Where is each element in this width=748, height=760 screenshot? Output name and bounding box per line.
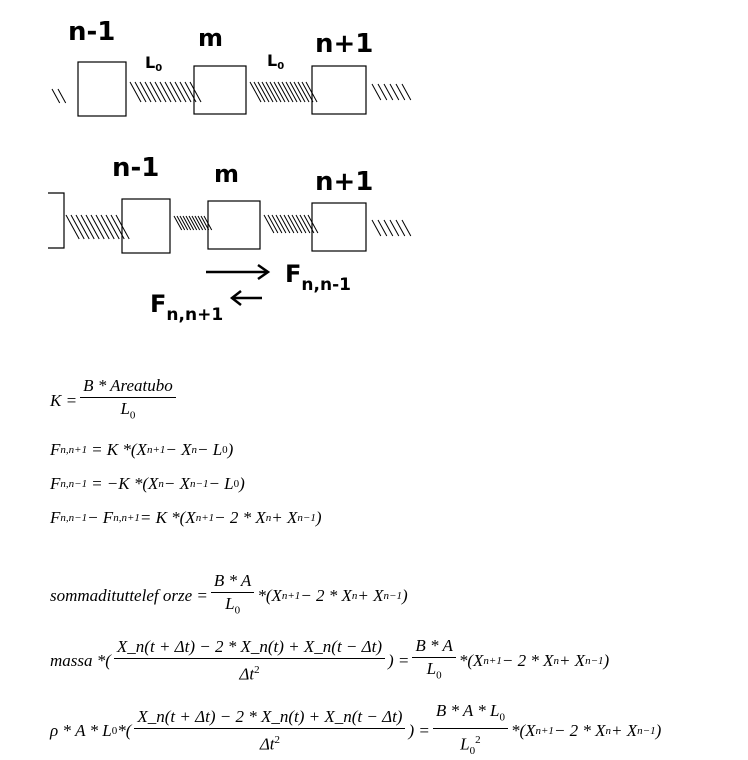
arrow-right xyxy=(206,265,268,279)
arrow-left xyxy=(232,291,262,305)
spring-hatch xyxy=(190,82,201,102)
spring-hatch xyxy=(130,82,141,102)
mass-box-left xyxy=(122,199,170,253)
equation-force-difference: F n,n−1 − F n,n+1 = K *(X n+1 − 2 * X n + X n−1 ) xyxy=(50,508,322,527)
mass-box-right xyxy=(312,203,366,251)
equation-density-form: ρ * A * L 0 *( $\frac{X\_n(t + \Delta t) - 2 * X\_n(t) + X\_n(t - \Delta t)}{\Delta t^2}$ ) = $\frac{B * A * L_0}{L_0^2}$ *(X n+1 − 2 * X n + X n−1 ) xyxy=(50,702,661,760)
spring-hatch xyxy=(140,82,151,102)
equation-force-n-n-plus-1: F n,n+1 = K *(X n+1 − X n − L 0 ) xyxy=(50,440,234,459)
mass-spring-diagram xyxy=(0,0,748,360)
equation-mass-acceleration: massa *( $\frac{X\_n(t + \Delta t) - 2 * X\_n(t) + X\_n(t - \Delta t)}{\Delta t^2}$ ) = $\frac{B * A}{L_0}$ *(X n+1 − 2 * X n + X n−1 ) xyxy=(50,636,610,684)
spring-hatch xyxy=(160,82,171,102)
force-n-n-plus-1: $F_{n,n+1}$ xyxy=(150,290,224,325)
spring-hatch xyxy=(150,82,161,102)
spring-length-right: L0 xyxy=(267,51,285,72)
fraction: $\frac{B * A}{L_0}$ xyxy=(211,572,254,619)
force-n-n-minus-1: $F_{n,n-1}$ xyxy=(285,260,351,295)
spring-hatch xyxy=(165,82,176,102)
spring-hatch xyxy=(135,82,146,102)
label-n-minus-1: n-1 xyxy=(68,17,116,47)
springs-bottom xyxy=(66,215,411,239)
equation-force-n-n-minus-1: F n,n−1 = −K *(X n − X n−1 − L 0 ) xyxy=(50,474,245,493)
spring-hatch xyxy=(58,89,66,103)
fraction: $\frac{\text{B * Areatubo}}{L_0}$ xyxy=(80,377,176,424)
springs-top xyxy=(52,82,411,103)
fraction: $\frac{B * A * L_0}{L_0^2}$ xyxy=(433,702,508,760)
label-n-plus-1: n+1 xyxy=(315,167,374,197)
fraction: $\frac{X\_n(t + \Delta t) - 2 * X\_n(t) + X\_n(t - \Delta t)}{\Delta t^2}$ xyxy=(114,638,385,684)
label-n-plus-1: n+1 xyxy=(315,29,374,59)
mass-box-left xyxy=(78,62,126,116)
spring-hatch xyxy=(52,89,60,103)
label-m: m xyxy=(198,24,224,52)
label-n-minus-1: n-1 xyxy=(112,153,160,183)
fraction: $\frac{B * A}{L_0}$ xyxy=(412,637,455,684)
spring-hatch xyxy=(145,82,156,102)
fraction: $\frac{X\_n(t + \Delta t) - 2 * X\_n(t) + X\_n(t - \Delta t)}{\Delta t^2}$ xyxy=(134,708,405,754)
wall xyxy=(48,193,64,248)
spring-hatch xyxy=(155,82,166,102)
spring-hatch xyxy=(170,82,181,102)
bottom-chain xyxy=(48,153,411,325)
mass-box-middle xyxy=(208,201,260,249)
top-chain xyxy=(52,17,411,116)
spring-hatch xyxy=(175,82,186,102)
spring-length-left: L0 xyxy=(145,53,163,74)
mass-box-right xyxy=(312,66,366,114)
equation-sum-of-forces: sommadituttelef orze = $\frac{B * A}{L_0}$ *(X n+1 − 2 * X n + X n−1 ) xyxy=(50,572,408,619)
equation-stiffness: K = $\frac{\text{B * Areatubo}}{L_0}$ xyxy=(50,377,179,424)
label-m: m xyxy=(214,160,240,188)
spring-hatch xyxy=(180,82,191,102)
mass-box-middle xyxy=(194,66,246,114)
